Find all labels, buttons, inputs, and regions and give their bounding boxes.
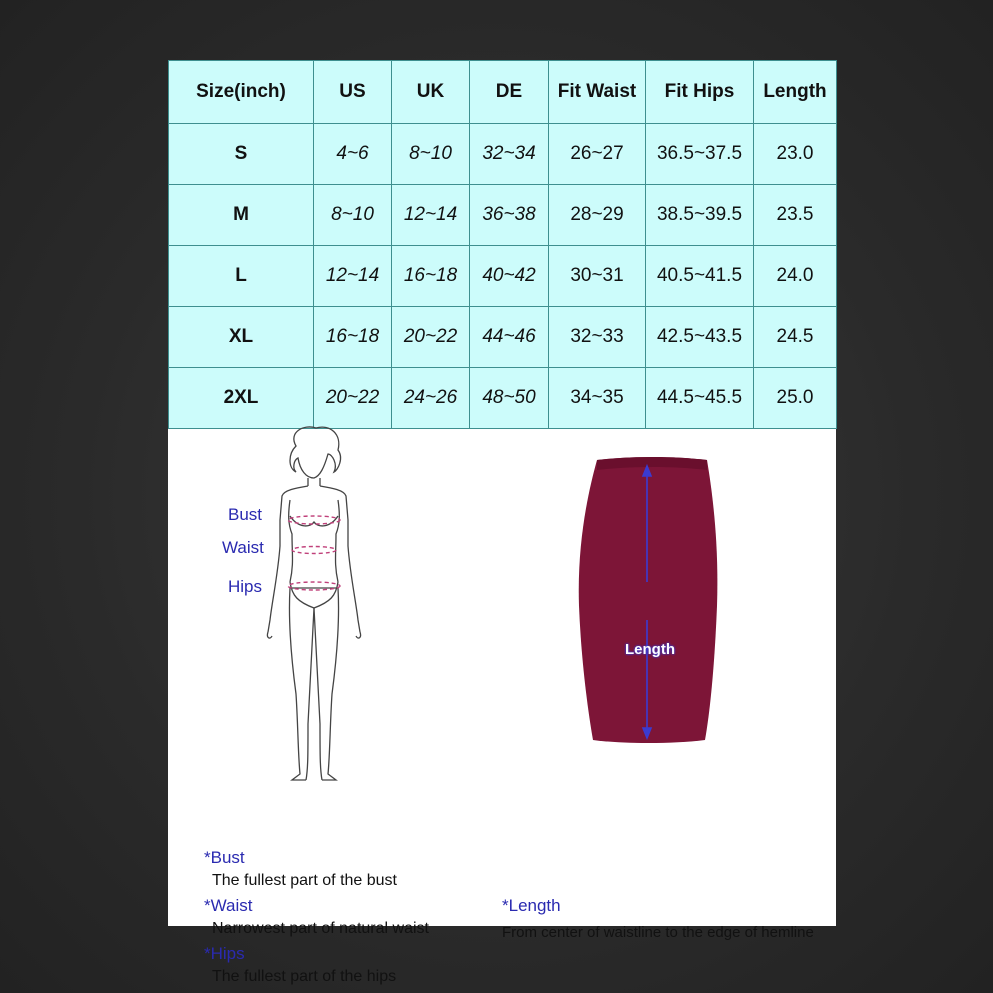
header-de: DE — [470, 61, 549, 124]
table-row — [169, 124, 837, 185]
cell-us: 4~6 — [314, 124, 392, 185]
cell-fit-hips: 40.5~41.5 — [646, 246, 754, 307]
cell-fit-hips: 44.5~45.5 — [646, 368, 754, 429]
cell-de: 32~34 — [470, 124, 549, 185]
cell-uk: 24~26 — [392, 368, 470, 429]
note-length-head: *Length — [502, 896, 561, 915]
cell-fit-waist: 26~27 — [549, 124, 646, 185]
header-size: Size(inch) — [169, 61, 314, 124]
cell-de: 48~50 — [470, 368, 549, 429]
header-uk: UK — [392, 61, 470, 124]
cell-uk: 20~22 — [392, 307, 470, 368]
note-bust-head: *Bust — [204, 848, 245, 867]
cell-size: S — [169, 124, 314, 185]
skirt-length-label: Length — [625, 641, 675, 658]
cell-size: XL — [169, 307, 314, 368]
body-figure-illustration — [258, 424, 368, 784]
note-waist-text: Narrowest part of natural waist — [212, 920, 429, 937]
note-bust-text: The fullest part of the bust — [212, 872, 397, 889]
cell-length: 25.0 — [754, 368, 837, 429]
table-row — [169, 185, 837, 246]
cell-us: 12~14 — [314, 246, 392, 307]
cell-length: 24.5 — [754, 307, 837, 368]
cell-uk: 16~18 — [392, 246, 470, 307]
table-row — [169, 368, 837, 429]
note-hips-text: The fullest part of the hips — [212, 968, 397, 985]
cell-fit-hips: 36.5~37.5 — [646, 124, 754, 185]
measurement-guide — [168, 424, 836, 985]
cell-size: L — [169, 246, 314, 307]
cell-de: 40~42 — [470, 246, 549, 307]
skirt-shape — [579, 457, 718, 743]
header-fit-hips: Fit Hips — [646, 61, 754, 124]
note-length-text: From center of waistline to the edge of hemline — [502, 924, 814, 941]
cell-us: 16~18 — [314, 307, 392, 368]
cell-fit-hips: 42.5~43.5 — [646, 307, 754, 368]
bust-label: Bust — [228, 505, 263, 524]
cell-size: M — [169, 185, 314, 246]
header-length: Length — [754, 61, 837, 124]
cell-fit-waist: 34~35 — [549, 368, 646, 429]
hips-label: Hips — [228, 577, 263, 596]
cell-uk: 12~14 — [392, 185, 470, 246]
table-row — [169, 246, 837, 307]
cell-size: 2XL — [169, 368, 314, 429]
size-chart-sheet — [168, 60, 836, 985]
cell-fit-waist: 30~31 — [549, 246, 646, 307]
cell-us: 8~10 — [314, 185, 392, 246]
cell-length: 24.0 — [754, 246, 837, 307]
waist-label: Waist — [222, 538, 264, 557]
header-us: US — [314, 61, 392, 124]
table-row — [169, 307, 837, 368]
cell-length: 23.5 — [754, 185, 837, 246]
skirt-illustration — [573, 456, 723, 746]
cell-fit-waist: 32~33 — [549, 307, 646, 368]
note-hips-head: *Hips — [204, 944, 245, 963]
cell-us: 20~22 — [314, 368, 392, 429]
cell-uk: 8~10 — [392, 124, 470, 185]
note-waist-head: *Waist — [204, 896, 253, 915]
cell-length: 23.0 — [754, 124, 837, 185]
header-fit-waist: Fit Waist — [549, 61, 646, 124]
size-table — [168, 60, 837, 429]
table-header-row — [169, 61, 837, 124]
cell-de: 44~46 — [470, 307, 549, 368]
cell-de: 36~38 — [470, 185, 549, 246]
cell-fit-hips: 38.5~39.5 — [646, 185, 754, 246]
cell-fit-waist: 28~29 — [549, 185, 646, 246]
